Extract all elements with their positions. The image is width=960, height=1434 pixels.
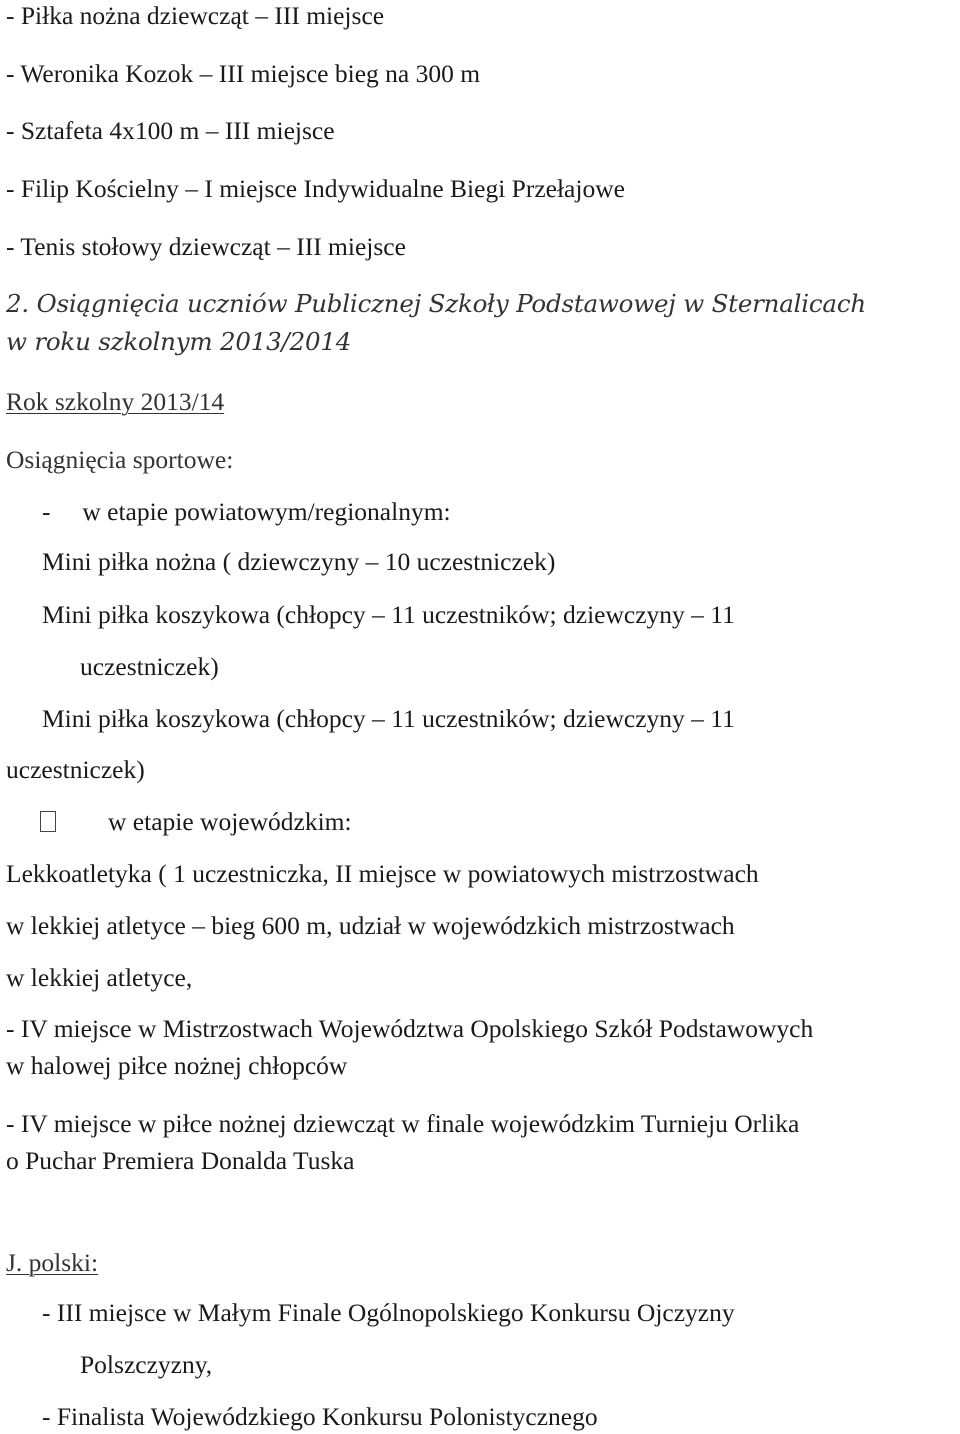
list-item: Mini piłka nożna ( dziewczyny – 10 uczestniczek) <box>42 547 556 576</box>
sports-label: Osiągnięcia sportowe: <box>6 445 234 474</box>
list-item: - Filip Kościelny – I miejsce Indywidualne Biegi Przełajowe <box>6 174 625 203</box>
list-item: - Finalista Wojewódzkiego Konkursu Polonistycznego <box>42 1402 598 1431</box>
list-item: - IV miejsce w Mistrzostwach Województwa Opolskiego Szkół Podstawowych <box>6 1014 814 1043</box>
list-item: - IV miejsce w piłce nożnej dziewcząt w finale wojewódzkim Turnieju Orlika <box>6 1109 800 1138</box>
list-item: Polszczyzny, <box>80 1350 213 1379</box>
list-item: w lekkiej atletyce – bieg 600 m, udział w wojewódzkich mistrzostwach <box>6 911 735 940</box>
stage-voivodeship-line <box>0 807 352 837</box>
list-item: w lekkiej atletyce, <box>6 963 193 992</box>
school-year-heading: Rok szkolny 2013/14 <box>6 387 225 416</box>
list-item: o Puchar Premiera Donalda Tuska <box>6 1146 355 1175</box>
section-heading: w roku szkolnym 2013/2014 <box>6 327 352 356</box>
list-item: Mini piłka koszykowa (chłopcy – 11 uczestników; dziewczyny – 11 <box>42 704 735 733</box>
list-item: Lekkoatletyka ( 1 uczestniczka, II miejsce w powiatowych mistrzostwach <box>6 859 759 888</box>
list-item: Mini piłka koszykowa (chłopcy – 11 uczestników; dziewczyny – 11 <box>42 600 735 629</box>
list-item: - Piłka nożna dziewcząt – III miejsce <box>6 1 385 30</box>
list-item: uczestniczek) <box>80 652 219 681</box>
list-item: - Tenis stołowy dziewcząt – III miejsce <box>6 232 406 261</box>
checkbox-glyph-icon <box>40 811 56 832</box>
list-item: w halowej piłce nożnej chłopców <box>6 1051 348 1080</box>
section-heading: 2. Osiągnięcia uczniów Publicznej Szkoły Podstawowej w Sternalicach <box>6 289 866 318</box>
stage-county-label: - w etapie powiatowym/regionalnym: <box>42 497 451 526</box>
stage-voivodeship-label: w etapie wojewódzkim: <box>108 807 352 836</box>
list-item: - Sztafeta 4x100 m – III miejsce <box>6 116 335 145</box>
list-item: - III miejsce w Małym Finale Ogólnopolskiego Konkursu Ojczyzny <box>42 1298 735 1327</box>
list-item: uczestniczek) <box>6 755 145 784</box>
list-item: - Weronika Kozok – III miejsce bieg na 300 m <box>6 59 481 88</box>
polish-heading: J. polski: <box>6 1248 99 1277</box>
